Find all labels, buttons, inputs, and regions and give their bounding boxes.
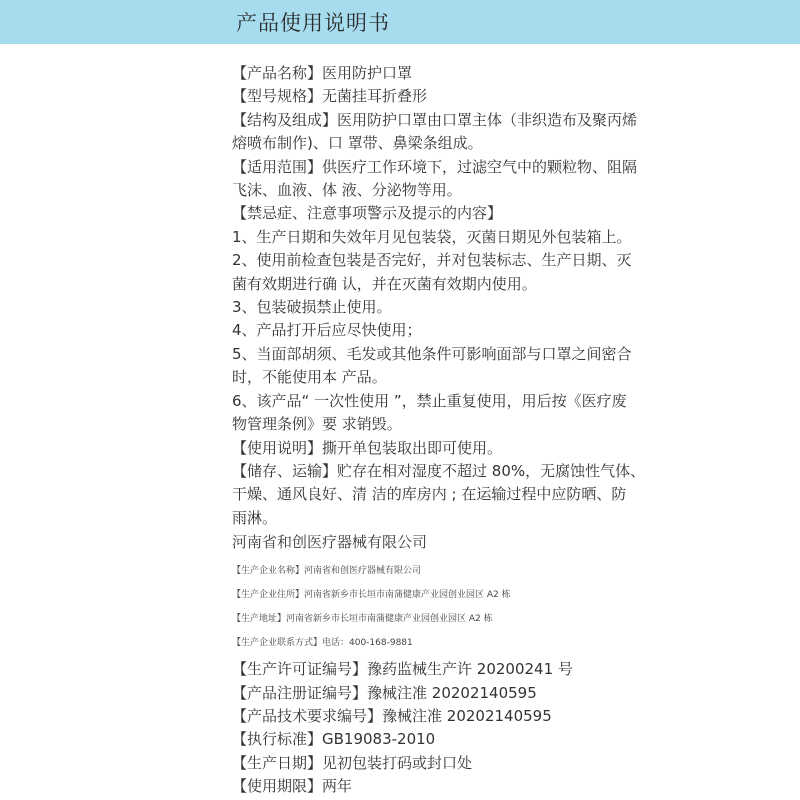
warning-item-2-line-2: 菌有效期进行确 认，并在灭菌有效期内使用。 bbox=[232, 274, 537, 293]
model-spec-line: 【型号规格】无菌挂耳折叠形 bbox=[232, 87, 428, 106]
manual-content bbox=[232, 62, 792, 799]
warnings-heading: 【禁忌症、注意事项警示及提示的内容】 bbox=[232, 204, 503, 223]
warning-item-5-line-2: 时，不能使用本 产品。 bbox=[232, 368, 387, 387]
structure-line-1: 【结构及组成】医用防护口罩由口罩主体（非织造布及聚丙烯 bbox=[232, 110, 638, 129]
warning-item-6-line-1: 6、该产品“ 一次性使用 ”，禁止重复使用，用后按《医疗废 bbox=[232, 391, 627, 410]
manufacturer-name-line: 【生产企业名称】河南省和创医疗器械有限公司 bbox=[232, 566, 422, 577]
storage-line-3: 雨淋。 bbox=[232, 508, 278, 527]
warning-item-2-line-1: 2、使用前检查包装是否完好，并对包装标志、生产日期、灭 bbox=[232, 251, 632, 270]
warning-item-3: 3、包装破损禁止使用。 bbox=[232, 298, 392, 317]
usage-line: 【使用说明】撕开单包装取出即可使用。 bbox=[232, 438, 503, 457]
header-bar bbox=[0, 0, 800, 44]
tech-requirement-line: 【产品技术要求编号】豫械注准 20202140595 bbox=[232, 706, 552, 725]
manufacturer-address-line: 【生产企业住所】河南省新乡市长垣市南蒲健康产业园创业园区 A2 栋 bbox=[232, 590, 511, 601]
company-name: 河南省和创医疗器械有限公司 bbox=[232, 533, 428, 552]
registration-number-line: 【产品注册证编号】豫械注准 20202140595 bbox=[232, 683, 537, 702]
expiry-line: 【使用期限】两年 bbox=[232, 777, 353, 796]
warning-item-4: 4、产品打开后应尽快使用； bbox=[232, 321, 422, 340]
page-title: 产品使用说明书 bbox=[236, 11, 390, 35]
standard-line: 【执行标准】GB19083-2010 bbox=[232, 730, 436, 749]
production-address-line: 【生产地址】河南省新乡市长垣市南蒲健康产业园创业园区 A2 栋 bbox=[232, 614, 493, 625]
production-date-line: 【生产日期】见初包装打码或封口处 bbox=[232, 753, 473, 772]
warning-item-1: 1、生产日期和失效年月见包装袋，灭菌日期见外包装箱上。 bbox=[232, 227, 632, 246]
storage-line-1: 【储存、运输】贮存在相对湿度不超过 80%，无腐蚀性气体、 bbox=[232, 461, 646, 480]
scope-line-2: 飞沫、血液、体 液、分泌物等用。 bbox=[232, 181, 462, 200]
structure-line-2: 熔喷布制作)、口 罩带、鼻梁条组成。 bbox=[232, 134, 483, 153]
warning-item-5-line-1: 5、当面部胡须、毛发或其他条件可影响面部与口罩之间密合 bbox=[232, 344, 632, 363]
product-name-line: 【产品名称】医用防护口罩 bbox=[232, 64, 413, 82]
license-number-line: 【生产许可证编号】豫药监械生产许 20200241 号 bbox=[232, 660, 573, 679]
warning-item-6-line-2: 物管理条例》要 求销毁。 bbox=[232, 415, 402, 434]
contact-line: 【生产企业联系方式】电话：400-168-9881 bbox=[232, 638, 413, 649]
storage-line-2: 干燥、通风良好、清 洁的库房内 ; 在运输过程中应防晒、防 bbox=[232, 485, 627, 504]
scope-line-1: 【适用范围】供医疗工作环境下，过滤空气中的颗粒物、阻隔 bbox=[232, 157, 638, 176]
registration-info bbox=[232, 658, 792, 798]
